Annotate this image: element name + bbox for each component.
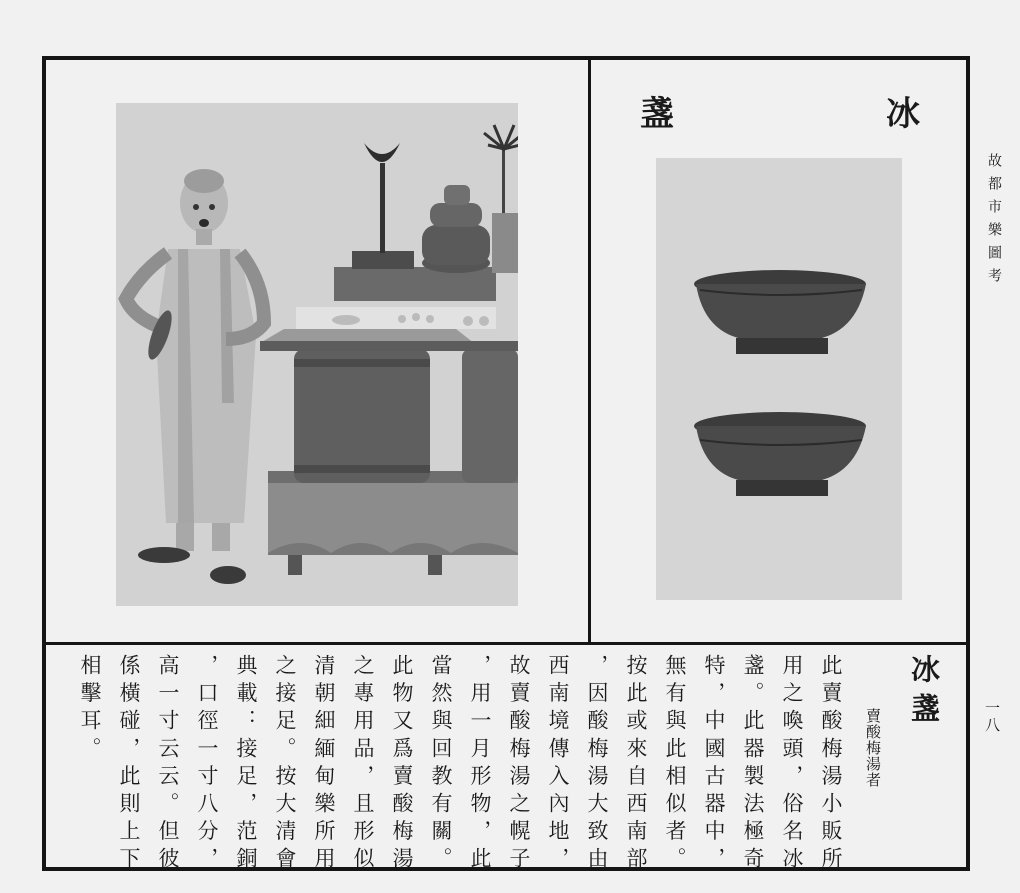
body-column: 用之喚頭，俗名冰 [780,654,804,875]
vertical-divider [588,58,591,644]
body-column: 故賣酸梅湯之幌子 [507,654,531,875]
body-column: 西南境傳入內地， [546,654,570,875]
page-number: 一八 [983,700,1001,734]
body-column: 典載：接足，范銅 [234,654,258,875]
body-column: ，用一月形物，此 [468,654,492,875]
vendor-illustration [116,103,518,606]
body-column: 係橫碰，此則上下 [117,654,141,875]
body-column: 盞。此器製法極奇 [741,654,765,875]
entry-title: 冰盞 [907,654,941,732]
book-title: 故都市樂圖考 [986,153,1002,291]
body-column: 清朝細緬甸樂所用 [312,654,336,875]
body-column: ，因酸梅湯大致由 [585,654,609,875]
plate-title-char-left: 盞 [640,94,674,134]
body-column: 之接足。按大清會 [273,654,297,875]
body-column: 此賣酸梅湯小販所 [819,654,843,875]
entry-subtitle: 賣酸梅湯者 [864,708,882,788]
body-column: 此物又爲賣酸梅湯 [390,654,414,875]
plate-title-char-right: 冰 [886,94,920,134]
plate-title [640,86,920,135]
body-column: 相擊耳。 [78,654,102,765]
bowl-photo [656,158,902,600]
body-column: 高一寸云云。但彼 [156,654,180,875]
horizontal-divider [44,642,970,645]
body-column: ，口徑一寸八分， [195,654,219,875]
body-column: 之專用品，且形似 [351,654,375,875]
body-column: 特，中國古器中， [702,654,726,875]
body-column: 無有與此相似者。 [663,654,687,875]
body-column: 當然與回教有關。 [429,654,453,875]
body-column: 按此或來自西南部 [624,654,648,875]
